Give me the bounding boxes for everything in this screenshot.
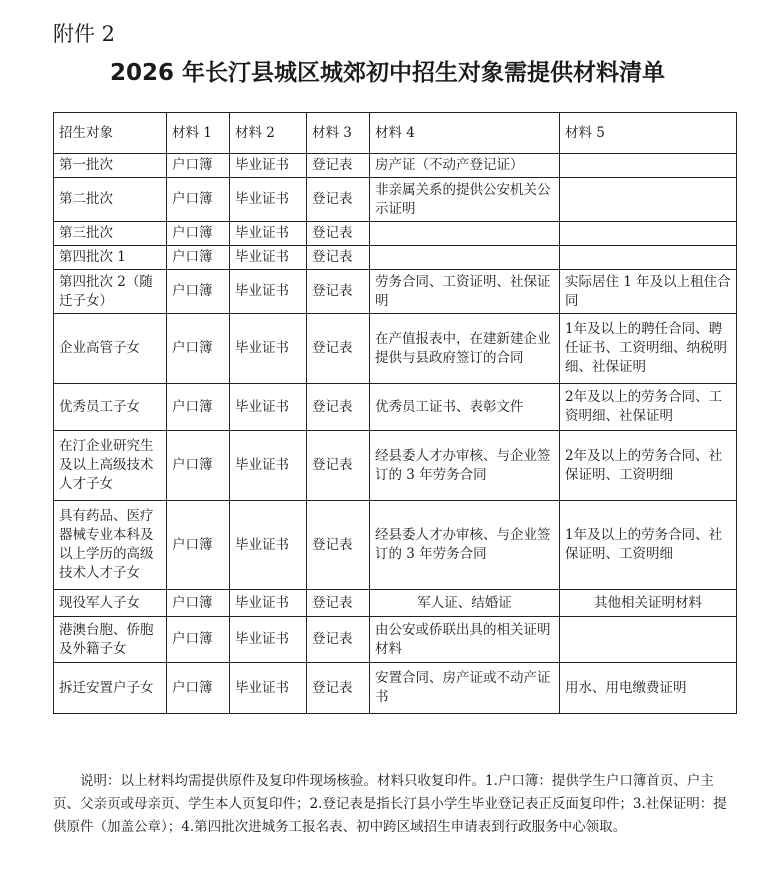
table-row [54, 222, 737, 246]
table-cell: 登记表 [307, 617, 370, 663]
table-cell: 劳务合同、工资证明、社保证明 [370, 270, 560, 314]
header-cell: 材料 3 [307, 113, 370, 154]
materials-table [53, 112, 737, 714]
table-cell: 毕业证书 [230, 178, 307, 222]
table-cell [560, 178, 737, 222]
table-row [54, 431, 737, 501]
table-cell: 1年及以上的劳务合同、社保证明、工资明细 [560, 501, 737, 590]
table-cell: 户口簿 [167, 270, 230, 314]
table-cell: 登记表 [307, 270, 370, 314]
table-cell [560, 246, 737, 270]
attachment-label: 附件 2 [53, 22, 116, 46]
table-cell [370, 246, 560, 270]
table-cell: 毕业证书 [230, 384, 307, 431]
table-cell: 经县委人才办审核、与企业签订的 3 年劳务合同 [370, 501, 560, 590]
table-cell: 户口簿 [167, 154, 230, 178]
header-cell: 材料 5 [560, 113, 737, 154]
table-cell: 户口簿 [167, 590, 230, 617]
table-cell: 登记表 [307, 663, 370, 714]
table-cell: 登记表 [307, 384, 370, 431]
table-cell: 第一批次 [54, 154, 167, 178]
table-cell: 户口簿 [167, 501, 230, 590]
table-cell: 2年及以上的劳务合同、工资明细、社保证明 [560, 384, 737, 431]
table-cell: 户口簿 [167, 384, 230, 431]
header-cell: 材料 1 [167, 113, 230, 154]
note-paragraph: 说明：以上材料均需提供原件及复印件现场核验。材料只收复印件。1.户口簿：提供学生户口簿首页、户主页、父亲页或母亲页、学生本人页复印件；2.登记表是指长汀县小学生毕业登记表正反面复印件；3.社保证明：提供原件（加盖公章）；4.第四批次进城务工报名表、初中跨区域招生申请表到行政服务中心领取。 [53, 773, 727, 835]
table-row [54, 590, 737, 617]
table-cell [560, 222, 737, 246]
table-cell [560, 154, 737, 178]
table-header-row [54, 113, 737, 154]
table-cell: 毕业证书 [230, 314, 307, 384]
table-cell: 房产证（不动产登记证） [370, 154, 560, 178]
table-cell: 登记表 [307, 222, 370, 246]
table-cell: 户口簿 [167, 617, 230, 663]
table-row [54, 663, 737, 714]
table-row [54, 246, 737, 270]
table-cell: 登记表 [307, 154, 370, 178]
table-cell: 户口簿 [167, 222, 230, 246]
table-cell: 登记表 [307, 314, 370, 384]
table-cell: 登记表 [307, 246, 370, 270]
header-cell: 材料 4 [370, 113, 560, 154]
header-cell: 招生对象 [54, 113, 167, 154]
table-row [54, 178, 737, 222]
table-cell: 拆迁安置户子女 [54, 663, 167, 714]
table-cell: 在汀企业研究生及以上高级技术人才子女 [54, 431, 167, 501]
table-cell: 2年及以上的劳务合同、社保证明、工资明细 [560, 431, 737, 501]
table-cell: 户口簿 [167, 178, 230, 222]
table-cell: 具有药品、医疗器械专业本科及以上学历的高级技术人才子女 [54, 501, 167, 590]
table-cell: 第四批次 1 [54, 246, 167, 270]
table-cell: 毕业证书 [230, 222, 307, 246]
table-body [54, 154, 737, 714]
table-cell: 优秀员工子女 [54, 384, 167, 431]
table-cell: 经县委人才办审核、与企业签订的 3 年劳务合同 [370, 431, 560, 501]
table-cell: 用水、用电缴费证明 [560, 663, 737, 714]
table-row [54, 384, 737, 431]
table-cell: 登记表 [307, 501, 370, 590]
table-row [54, 501, 737, 590]
table-cell: 登记表 [307, 178, 370, 222]
table-cell: 现役军人子女 [54, 590, 167, 617]
table-row [54, 154, 737, 178]
table-cell [560, 617, 737, 663]
table-row [54, 270, 737, 314]
table-cell: 毕业证书 [230, 663, 307, 714]
table-cell: 非亲属关系的提供公安机关公示证明 [370, 178, 560, 222]
table-cell: 优秀员工证书、表彰文件 [370, 384, 560, 431]
table-cell: 军人证、结婚证 [370, 590, 560, 617]
table-cell: 第四批次 2（随迁子女） [54, 270, 167, 314]
table-cell: 实际居住 1 年及以上租住合同 [560, 270, 737, 314]
table-row [54, 617, 737, 663]
table-cell: 在产值报表中，在建新建企业提供与县政府签订的合同 [370, 314, 560, 384]
table-cell [370, 222, 560, 246]
table-row [54, 314, 737, 384]
table-cell: 户口簿 [167, 663, 230, 714]
table-cell: 户口簿 [167, 246, 230, 270]
table-cell: 毕业证书 [230, 246, 307, 270]
table-cell: 第三批次 [54, 222, 167, 246]
table-cell: 第二批次 [54, 178, 167, 222]
table-cell: 毕业证书 [230, 431, 307, 501]
table-cell: 毕业证书 [230, 501, 307, 590]
table-cell: 1年及以上的聘任合同、聘任证书、工资明细、纳税明细、社保证明 [560, 314, 737, 384]
table-cell: 登记表 [307, 431, 370, 501]
table-cell: 毕业证书 [230, 270, 307, 314]
document-title: 2026 年长汀县城区城郊初中招生对象需提供材料清单 [109, 60, 666, 86]
table-cell: 企业高管子女 [54, 314, 167, 384]
table-cell: 登记表 [307, 590, 370, 617]
table-cell: 港澳台胞、侨胞及外籍子女 [54, 617, 167, 663]
table-cell: 毕业证书 [230, 154, 307, 178]
table-cell: 毕业证书 [230, 590, 307, 617]
table-cell: 安置合同、房产证或不动产证书 [370, 663, 560, 714]
table-cell: 由公安或侨联出具的相关证明材料 [370, 617, 560, 663]
table-cell: 其他相关证明材料 [560, 590, 737, 617]
table-cell: 毕业证书 [230, 617, 307, 663]
table-cell: 户口簿 [167, 314, 230, 384]
table-cell: 户口簿 [167, 431, 230, 501]
header-cell: 材料 2 [230, 113, 307, 154]
